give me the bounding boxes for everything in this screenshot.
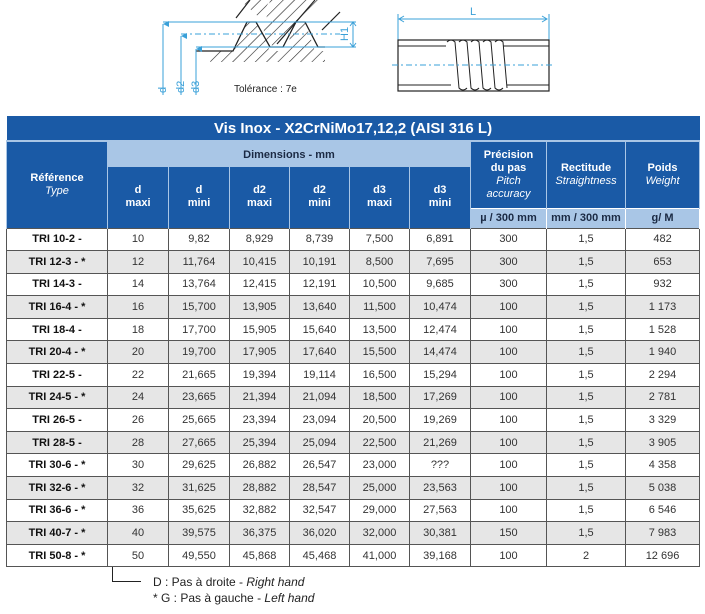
cell-d2-maxi: 17,905	[230, 341, 290, 364]
table-row	[7, 386, 700, 409]
cell-poids: 1 528	[626, 318, 700, 341]
cell-d-mini: 15,700	[169, 296, 230, 319]
cell-d2-maxi: 45,868	[230, 544, 290, 567]
header-precision-en1: Pitch	[496, 174, 521, 187]
cell-precision: 100	[471, 544, 547, 567]
cell-poids: 3 329	[626, 409, 700, 432]
cell-ref: TRI 14-3 -	[7, 273, 108, 296]
cell-ref: TRI 16-4 - *	[7, 296, 108, 319]
cell-ref: TRI 40-7 - *	[7, 522, 108, 545]
table-row	[7, 431, 700, 454]
cell-d3-mini: 19,269	[410, 409, 471, 432]
header-precision	[471, 141, 547, 208]
cell-d2-maxi: 21,394	[230, 386, 290, 409]
header-poids-en: Weight	[645, 174, 680, 187]
cell-d-maxi: 22	[108, 364, 169, 387]
cell-d2-mini: 36,020	[290, 522, 350, 545]
cell-d-maxi: 32	[108, 477, 169, 500]
cell-d3-mini: 6,891	[410, 228, 471, 251]
table-row	[7, 544, 700, 567]
cell-rectitude: 1,5	[547, 454, 626, 477]
table-title: Vis Inox - X2CrNiMo17,12,2 (AISI 316 L)	[7, 116, 700, 141]
cell-d2-maxi: 12,415	[230, 273, 290, 296]
cell-d3-maxi: 20,500	[350, 409, 410, 432]
cell-precision: 100	[471, 409, 547, 432]
cell-rectitude: 1,5	[547, 364, 626, 387]
table-row	[7, 341, 700, 364]
cell-poids: 2 294	[626, 364, 700, 387]
cell-d3-maxi: 22,500	[350, 431, 410, 454]
cell-d3-mini: 9,685	[410, 273, 471, 296]
cell-rectitude: 1,5	[547, 251, 626, 274]
cell-d2-mini: 32,547	[290, 499, 350, 522]
cell-d3-maxi: 18,500	[350, 386, 410, 409]
cell-ref: TRI 24-5 - *	[7, 386, 108, 409]
cell-ref: TRI 50-8 - *	[7, 544, 108, 567]
cell-poids: 482	[626, 228, 700, 251]
cell-d-maxi: 18	[108, 318, 169, 341]
cell-d3-mini: 17,269	[410, 386, 471, 409]
cell-ref: TRI 32-6 - *	[7, 477, 108, 500]
cell-d-maxi: 28	[108, 431, 169, 454]
cell-d3-maxi: 8,500	[350, 251, 410, 274]
cell-d-mini: 49,550	[169, 544, 230, 567]
cell-d3-maxi: 15,500	[350, 341, 410, 364]
header-reference	[7, 141, 108, 228]
cell-ref: TRI 12-3 - *	[7, 251, 108, 274]
cell-d2-mini: 45,468	[290, 544, 350, 567]
header-reference-fr: Référence	[30, 171, 84, 184]
table-row	[7, 296, 700, 319]
header-poids	[626, 141, 700, 208]
cell-d3-maxi: 41,000	[350, 544, 410, 567]
cell-d3-maxi: 29,000	[350, 499, 410, 522]
cell-d2-mini: 23,094	[290, 409, 350, 432]
cell-d3-mini: 12,474	[410, 318, 471, 341]
cell-precision: 300	[471, 251, 547, 274]
cell-precision: 100	[471, 386, 547, 409]
cell-precision: 100	[471, 477, 547, 500]
cell-d-mini: 21,665	[169, 364, 230, 387]
cell-poids: 2 781	[626, 386, 700, 409]
cell-d-mini: 17,700	[169, 318, 230, 341]
cell-rectitude: 1,5	[547, 341, 626, 364]
cell-d2-maxi: 8,929	[230, 228, 290, 251]
cell-d2-mini: 10,191	[290, 251, 350, 274]
cell-d3-maxi: 7,500	[350, 228, 410, 251]
cell-d2-maxi: 23,394	[230, 409, 290, 432]
cell-d2-maxi: 26,882	[230, 454, 290, 477]
cell-rectitude: 1,5	[547, 296, 626, 319]
cell-d-maxi: 24	[108, 386, 169, 409]
cell-d-mini: 35,625	[169, 499, 230, 522]
label-l: L	[470, 6, 477, 18]
header-d-mini: d mini	[169, 167, 230, 228]
header-rectitude	[547, 141, 626, 208]
cell-ref: TRI 10-2 -	[7, 228, 108, 251]
cell-d3-mini: 23,563	[410, 477, 471, 500]
cell-ref: TRI 28-5 -	[7, 431, 108, 454]
cell-d-mini: 11,764	[169, 251, 230, 274]
cell-d2-maxi: 13,905	[230, 296, 290, 319]
cell-d2-maxi: 32,882	[230, 499, 290, 522]
cell-d2-mini: 17,640	[290, 341, 350, 364]
cell-precision: 100	[471, 318, 547, 341]
cell-d-maxi: 30	[108, 454, 169, 477]
label-d2: d2	[175, 80, 187, 93]
cell-d-maxi: 14	[108, 273, 169, 296]
table-row	[7, 499, 700, 522]
cell-rectitude: 1,5	[547, 228, 626, 251]
cell-rectitude: 1,5	[547, 318, 626, 341]
cell-d-mini: 29,625	[169, 454, 230, 477]
cell-d-mini: 19,700	[169, 341, 230, 364]
cell-d-mini: 31,625	[169, 477, 230, 500]
cell-rectitude: 1,5	[547, 273, 626, 296]
cell-d3-mini: 10,474	[410, 296, 471, 319]
unit-poids: g/ M	[626, 208, 700, 228]
cell-precision: 100	[471, 364, 547, 387]
cell-d2-mini: 21,094	[290, 386, 350, 409]
cell-precision: 100	[471, 341, 547, 364]
cell-d-mini: 27,665	[169, 431, 230, 454]
cell-d2-mini: 12,191	[290, 273, 350, 296]
cell-precision: 100	[471, 296, 547, 319]
cell-d2-mini: 15,640	[290, 318, 350, 341]
cell-d2-mini: 19,114	[290, 364, 350, 387]
cell-d2-maxi: 36,375	[230, 522, 290, 545]
cell-d2-maxi: 19,394	[230, 364, 290, 387]
header-d3-maxi: d3 maxi	[350, 167, 410, 228]
cell-d-mini: 9,82	[169, 228, 230, 251]
label-d: d	[157, 86, 169, 93]
cell-d-maxi: 50	[108, 544, 169, 567]
cell-d3-mini: 21,269	[410, 431, 471, 454]
cell-d3-maxi: 11,500	[350, 296, 410, 319]
cell-d2-mini: 28,547	[290, 477, 350, 500]
cell-d2-maxi: 10,415	[230, 251, 290, 274]
cell-poids: 3 905	[626, 431, 700, 454]
header-dimensions: Dimensions - mm	[108, 141, 471, 167]
cell-d-mini: 23,665	[169, 386, 230, 409]
cell-d2-mini: 25,094	[290, 431, 350, 454]
cell-d3-maxi: 16,500	[350, 364, 410, 387]
cell-precision: 100	[471, 499, 547, 522]
label-d3: d3	[190, 80, 202, 93]
cell-d-maxi: 36	[108, 499, 169, 522]
table-row	[7, 454, 700, 477]
cell-poids: 1 173	[626, 296, 700, 319]
cell-d-maxi: 20	[108, 341, 169, 364]
cell-d3-mini: 30,381	[410, 522, 471, 545]
cell-rectitude: 1,5	[547, 386, 626, 409]
table-row	[7, 364, 700, 387]
cell-d2-maxi: 25,394	[230, 431, 290, 454]
cell-poids: 4 358	[626, 454, 700, 477]
cell-precision: 100	[471, 431, 547, 454]
cell-d-mini: 25,665	[169, 409, 230, 432]
cell-d2-mini: 26,547	[290, 454, 350, 477]
cell-poids: 5 038	[626, 477, 700, 500]
cell-poids: 932	[626, 273, 700, 296]
thread-profile-section	[196, 0, 340, 62]
header-rectitude-en: Straightness	[555, 174, 617, 187]
cell-ref: TRI 36-6 - *	[7, 499, 108, 522]
cell-poids: 12 696	[626, 544, 700, 567]
header-reference-en: Type	[45, 184, 69, 197]
tolerance-label: Tolérance : 7e	[234, 84, 297, 95]
table-row	[7, 251, 700, 274]
unit-rectitude: mm / 300 mm	[547, 208, 626, 228]
cell-d3-mini: 27,563	[410, 499, 471, 522]
cell-rectitude: 1,5	[547, 499, 626, 522]
cell-d-maxi: 40	[108, 522, 169, 545]
table-row	[7, 318, 700, 341]
cell-poids: 653	[626, 251, 700, 274]
cell-ref: TRI 22-5 -	[7, 364, 108, 387]
cell-d3-maxi: 25,000	[350, 477, 410, 500]
header-d3-mini: d3 mini	[410, 167, 471, 228]
header-precision-fr1: Précision	[483, 148, 534, 161]
cell-d3-mini: 39,168	[410, 544, 471, 567]
table-row	[7, 522, 700, 545]
cell-d-maxi: 12	[108, 251, 169, 274]
cell-rectitude: 2	[547, 544, 626, 567]
cell-precision: 100	[471, 454, 547, 477]
cell-d-mini: 13,764	[169, 273, 230, 296]
cell-precision: 150	[471, 522, 547, 545]
cell-d-maxi: 26	[108, 409, 169, 432]
cell-d-maxi: 16	[108, 296, 169, 319]
cell-d2-mini: 13,640	[290, 296, 350, 319]
header-poids-fr: Poids	[647, 161, 678, 174]
cell-ref: TRI 30-6 - *	[7, 454, 108, 477]
header-rectitude-fr: Rectitude	[560, 161, 612, 174]
legend-right-hand: D : Pas à droite - Right hand	[153, 575, 305, 589]
cell-d3-maxi: 10,500	[350, 273, 410, 296]
cell-d2-maxi: 28,882	[230, 477, 290, 500]
header-d2-mini: d2 mini	[290, 167, 350, 228]
cell-d3-maxi: 23,000	[350, 454, 410, 477]
header-precision-fr2: du pas	[490, 161, 527, 174]
label-h1: H1	[339, 26, 351, 41]
cell-ref: TRI 26-5 -	[7, 409, 108, 432]
cell-rectitude: 1,5	[547, 431, 626, 454]
cell-poids: 7 983	[626, 522, 700, 545]
cell-d3-maxi: 13,500	[350, 318, 410, 341]
cell-d3-mini: 7,695	[410, 251, 471, 274]
header-precision-en2: accuracy	[486, 187, 531, 200]
legend-bracket	[112, 567, 141, 582]
cell-d3-maxi: 32,000	[350, 522, 410, 545]
unit-precision: µ / 300 mm	[471, 208, 547, 228]
cell-precision: 300	[471, 228, 547, 251]
cell-d-mini: 39,575	[169, 522, 230, 545]
table-row	[7, 273, 700, 296]
cell-d-maxi: 10	[108, 228, 169, 251]
spec-table	[6, 116, 700, 567]
header-d-maxi: d maxi	[108, 167, 169, 228]
cell-poids: 1 940	[626, 341, 700, 364]
cell-d3-mini: 14,474	[410, 341, 471, 364]
cell-d2-maxi: 15,905	[230, 318, 290, 341]
legend-left-hand: * G : Pas à gauche - Left hand	[153, 591, 315, 605]
header-d2-maxi: d2 maxi	[230, 167, 290, 228]
cell-d3-mini: 15,294	[410, 364, 471, 387]
cell-poids: 6 546	[626, 499, 700, 522]
cell-d2-mini: 8,739	[290, 228, 350, 251]
cell-ref: TRI 20-4 - *	[7, 341, 108, 364]
thread-diagram	[0, 0, 705, 110]
cell-rectitude: 1,5	[547, 477, 626, 500]
table-row	[7, 228, 700, 251]
screw-side-view	[392, 6, 555, 91]
table-row	[7, 477, 700, 500]
cell-ref: TRI 18-4 -	[7, 318, 108, 341]
cell-rectitude: 1,5	[547, 409, 626, 432]
cell-rectitude: 1,5	[547, 522, 626, 545]
cell-precision: 300	[471, 273, 547, 296]
cell-d3-mini: ???	[410, 454, 471, 477]
table-row	[7, 409, 700, 432]
table-body	[7, 228, 700, 567]
